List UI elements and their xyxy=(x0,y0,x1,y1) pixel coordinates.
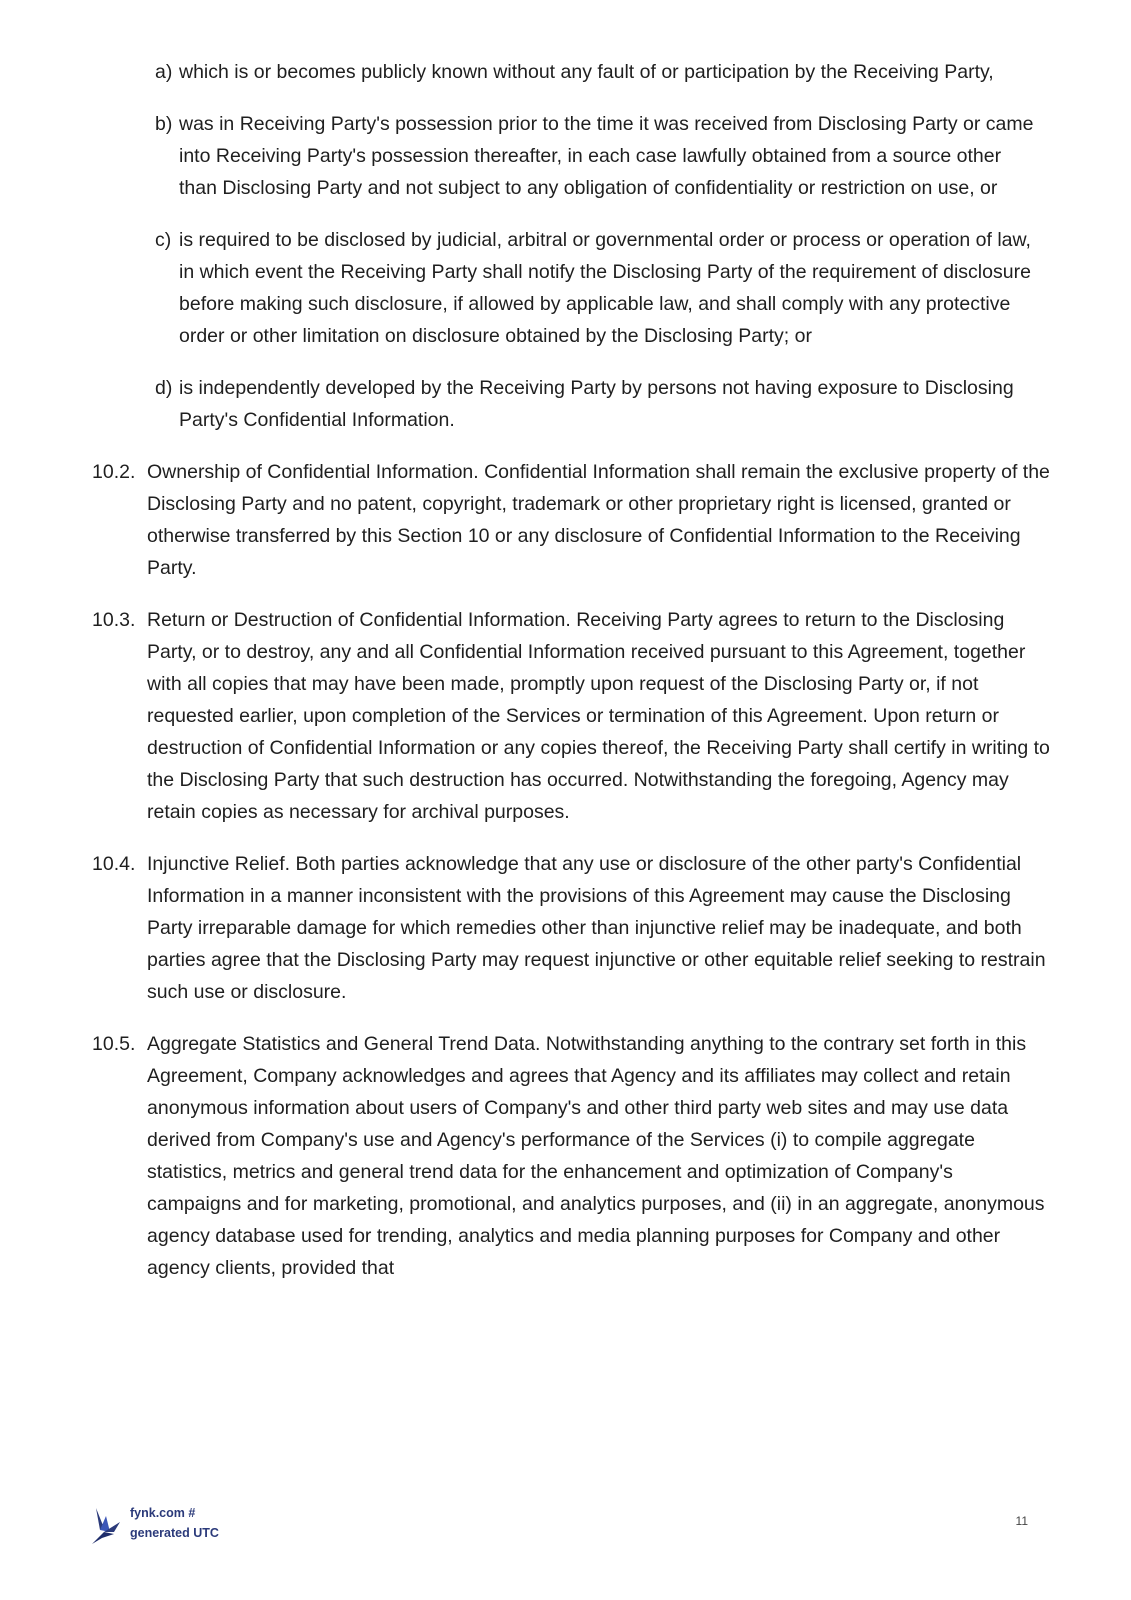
list-item-label: a) xyxy=(155,61,173,83)
section-10-5 xyxy=(92,1028,1052,1284)
list-item-text: which is or becomes publicly known without any fault of or participation by the Receiving Party, xyxy=(179,61,994,83)
list-item-text: was in Receiving Party's possession prior to the time it was received from Disclosing Party or came into Receiving Party's possession thereafter, in each case lawfully obtained from a source other than Disclosing Party and not subject to any obligation of confidentiality or restriction on use, or xyxy=(179,113,1034,199)
list-item-text: is independently developed by the Receiving Party by persons not having exposure to Disclosing Party's Confidential Information. xyxy=(179,377,1014,431)
list-item-label: c) xyxy=(155,229,172,251)
section-number: 10.5. xyxy=(92,1033,136,1055)
list-item xyxy=(155,224,1052,352)
exclusions-list xyxy=(92,56,1052,436)
fynk-bird-logo-icon xyxy=(90,1506,128,1546)
list-item-label: b) xyxy=(155,113,173,135)
section-10-2 xyxy=(92,456,1052,584)
section-number: 10.2. xyxy=(92,461,136,483)
section-text: Injunctive Relief. Both parties acknowledge that any use or disclosure of the other party's Confidential Information in a manner inconsistent with the provisions of this Agreement may cause the Disclosing Party irreparable damage for which remedies other than injunctive relief may be inadequate, and both parties agree that the Disclosing Party may request injunctive or other equitable relief seeking to restrain such use or disclosure. xyxy=(147,853,1046,1003)
page-number: 11 xyxy=(1015,1514,1028,1528)
section-10-4 xyxy=(92,848,1052,1008)
list-item-text: is required to be disclosed by judicial, arbitral or governmental order or process or operation of law, in which event the Receiving Party shall notify the Disclosing Party of the requirement of disclosure before making such disclosure, if allowed by applicable law, and shall comply with any protective order or other limitation on disclosure obtained by the Disclosing Party; or xyxy=(179,229,1031,347)
section-text: Return or Destruction of Confidential Information. Receiving Party agrees to return to the Disclosing Party, or to destroy, any and all Confidential Information received pursuant to this Agreement, together with all copies that may have been made, promptly upon request of the Disclosing Party or, if not requested earlier, upon completion of the Services or termination of this Agreement. Upon return or destruction of Confidential Information or any copies thereof, the Receiving Party shall certify in writing to the Disclosing Party that such destruction has occurred. Notwithstanding the foregoing, Agency may retain copies as necessary for archival purposes. xyxy=(147,609,1050,823)
footer-generated: generated UTC xyxy=(130,1526,219,1540)
list-item xyxy=(155,108,1052,204)
document-body xyxy=(92,56,1052,1304)
section-10-3 xyxy=(92,604,1052,828)
footer-domain: fynk.com # xyxy=(130,1506,196,1520)
page-footer xyxy=(90,1504,1050,1554)
section-text: Ownership of Confidential Information. Confidential Information shall remain the exclusive property of the Disclosing Party and no patent, copyright, trademark or other proprietary right is licensed, granted or otherwise transferred by this Section 10 or any disclosure of Confidential Information to the Receiving Party. xyxy=(147,461,1050,579)
list-item xyxy=(155,372,1052,436)
section-number: 10.3. xyxy=(92,609,136,631)
list-item xyxy=(155,56,1052,88)
section-number: 10.4. xyxy=(92,853,136,875)
section-text: Aggregate Statistics and General Trend Data. Notwithstanding anything to the contrary set forth in this Agreement, Company acknowledges and agrees that Agency and its affiliates may collect and retain anonymous information about users of Company's and other third party web sites and may use data derived from Company's use and Agency's performance of the Services (i) to compile aggregate statistics, metrics and general trend data for the enhancement and optimization of Company's campaigns and for marketing, promotional, and analytics purposes, and (ii) in an aggregate, anonymous agency database used for trending, analytics and media planning purposes for Company and other agency clients, provided that xyxy=(147,1033,1045,1279)
list-item-label: d) xyxy=(155,377,173,399)
